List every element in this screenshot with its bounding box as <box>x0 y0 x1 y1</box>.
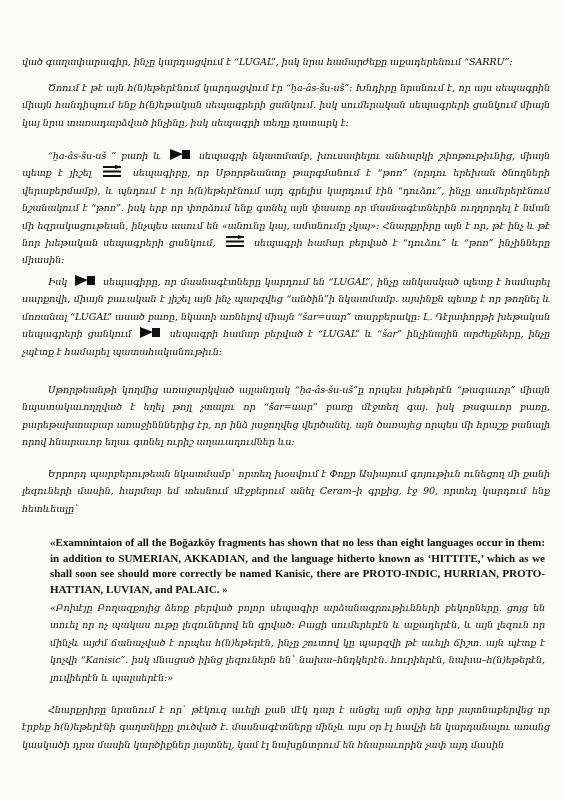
paragraph-2-text-d: սեպագրի համար բերված է “դուձու” և “թոռ” ինչինները միասին: <box>22 238 550 267</box>
cuneiform-sign-wedge-icon <box>74 274 96 287</box>
paragraph-3-text-a: Իսկ <box>48 277 68 288</box>
paragraph-3 <box>22 274 550 361</box>
paragraph-2-text-c: սեպագիրը, որ Սթորթեանտը թարգմանում է “թոռ” (որդու երեխան ծնողների վերաբերմամբ), և պնդում է որ հ(ն)եթերէնում այդ գրելիս կարդում էին “դուձու”, ինչը սումերերէնում նշանակում է “թոռ”. իսկ երբ որ փորձում ենք գտնել այն փաստը որ մասնագէտներին ուղղորդել է նման մի եզրակացութեան, ինչպես ասում են «անունը կայ, ամանումը չկայ»: Հնարքրիրը այն է որ, թէ ինչ և թէ նոր խեթական սեպագրերի ցանկում, <box>22 168 550 250</box>
quote-translation: «Բոխէյը Բողազքոյից ձեռք բերված բոլոր սեպագիր արձանագրութիւնների բեկորները. ցոյց են տուել որ ոչ պակաս ութը լեզուներով են գրված: Բացի սումերերէն և աքադերէն, և այն լեզուն որ մինչև այժմ ճանաչված է որպես հ(ն)եթերէն, ինչը շուտով կը պարզվի թէ աւելի ճիշտ. այն պէտք է կոչվի “Kanisic”. իսկ մնացած իինց լեզուներն են` նախա–հնդկերէն. հուրիերէն, նախա–հ(ն)եթերէն, լուվիերէն և պալաերէն:» <box>50 603 545 684</box>
paragraph-1: Ծոում է թէ այն հ(ն)եթերէնում կարդացվում էր “ḫa-âs-šu-uš”: Խնդիրը նրանում է, որ այս սեպագրին միայն հանդիպում ենք հ(ն)եթական սեպագրերի ցանկում. իսկ սումերական սեպագրերի ցանկում միայն կայ նրա տառադարձված ինչինը, իսկ սեպագրի տեղը դատարկ է: <box>22 83 550 129</box>
paragraph-3-text-b: սեպագիրը, որ մասնագէտները կարդում են “LUGAL”, ինչը անկասկած պետք է համարել սարքովի, միայն բաւական է յիշել այն ինչ պարզվեց “անծին”ի նկատմամբ. այսինքն պետք է որ թողնել և մոռանալ “LUGAL” ասած բառը, նկատի առնելով միայն “šar=սար” տարբերակը: Լ. Դէլափորթի խեթական սեպագրերի ցանկում <box>22 277 551 341</box>
paragraph-3-text-c: սեպագրի համար բերված է “LUGAL” և “šar” ինչինային արժեքները, ինչը չպէտք է համարել պատահականութիւն: <box>22 329 551 358</box>
paragraph-0: ված գաղափարագիր, ինչը կարդացվում է “LUGAL”, իսկ նրա համարժեքը աքադերենում “SARRU”: <box>22 57 513 68</box>
cuneiform-sign-horizontal-wedges-icon <box>101 165 123 178</box>
paragraph-4: Սթորթեանթի կողմից առաջարկված այլանդակ “ḫa-âs-šu-uš”ը որպես խեթերէն “թագաւոր” միայն նպատակաւողղված է եղել թոյլ չտալու որ “šar=սար” բառը մէջտեղ գայ. իսկ թագաւոր բառը, բարեթախտաբար առաջինններից էր, որ ինձ յաջողվեց վերծանել. այն ծառայեց որպես մի հրաշք բանալի որով հնարաւոր եղաւ գտնել ուրիշ աղաւաղումներ ևս: <box>22 385 550 449</box>
paragraph-2-text-b: սեպագրի նկատմամբ, խուսափելու անհարկի շփոթութիւնից, միայն պետք է յիշել <box>22 151 551 180</box>
paragraph-6: Հնարքրիրը նրանում է որ` թէկուզ աւելի քան մէկ դար է անցել այն օրից երբ յայտնաբերվեց որ էրբեք հ(ն)եթերէնի գաղտնիքը լուծված է. մասնագէտները մինչև այս օր էլ հավչի են կարդանալու առանց կասկածի դրա մասին կարծիքներ յայտնել, կամ էլ նախընտրում են հնարաւորին չափ այդ մասին <box>22 705 550 751</box>
cuneiform-sign-wedge-icon <box>169 148 191 161</box>
cuneiform-sign-horizontal-wedges-icon <box>224 235 246 248</box>
paragraph-2 <box>22 148 550 270</box>
cuneiform-sign-wedge-icon <box>139 326 161 339</box>
paragraph-5: Երրորդ պարբերութեան նկատմամբ` որտեղ խօսվում է Փոքր Ասիայում գոյութիւն ունեցող մի քանի լեզուների մասին, հարմար եմ տեսնում մէջբերում անել Ceram–ի գրքից, էջ 90, որտեղ կարդում ենք հետևեալը` <box>22 469 550 515</box>
paragraph-2-text-a: “ḫa-âs-šu-uš ” բառի և <box>48 151 161 162</box>
english-quote: «Examnintaion of all the Boğazköy fragments has shown that no less than eight languages occur in them: in addition to SUMERIAN, AKKADIAN, and the language hitherto known as ‘HITTITE,’ which as we shall soon see should more correctly be named Kanisic, there are PROTO-INDIC, HURRIAN, PROTO-HATTIAN, LUVIAN, and PALAIC. » <box>50 537 545 596</box>
